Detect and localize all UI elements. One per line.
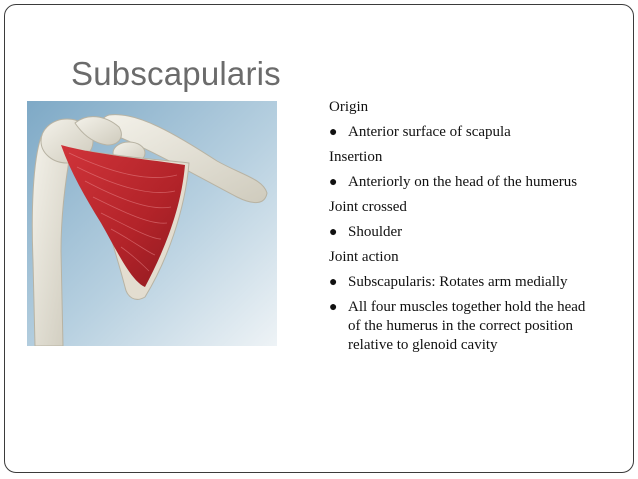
section-heading-origin: Origin — [329, 99, 369, 115]
slide-title: Subscapularis — [71, 55, 281, 92]
bullet-icon: ● — [329, 225, 338, 240]
bullet-text: Subscapularis: Rotates arm medially — [348, 274, 568, 290]
slide — [4, 4, 634, 473]
bullet-joint-action-2 — [329, 298, 597, 355]
shoulder-illustration-svg — [27, 101, 277, 346]
bullet-text: Anteriorly on the head of the humerus — [348, 174, 578, 190]
section-heading-insertion: Insertion — [329, 149, 383, 165]
section-heading-joint-crossed: Joint crossed — [329, 199, 407, 215]
bullet-text: Anterior surface of scapula — [348, 124, 511, 140]
bullet-text: All four muscles together hold the head of the humerus in the correct position relative to glenoid cavity — [348, 299, 586, 353]
bullet-icon: ● — [329, 125, 338, 140]
bullet-joint-action-1 — [329, 273, 597, 292]
bullet-origin — [329, 123, 597, 142]
slide-content — [329, 98, 597, 361]
bullet-icon: ● — [329, 275, 338, 290]
bullet-text: Shoulder — [348, 224, 403, 240]
bullet-icon: ● — [329, 175, 338, 190]
section-heading-joint-action: Joint action — [329, 249, 399, 265]
bullet-icon: ● — [329, 300, 338, 315]
bullet-joint-crossed — [329, 223, 597, 242]
bullet-insertion — [329, 173, 597, 192]
anatomy-illustration — [27, 101, 277, 346]
